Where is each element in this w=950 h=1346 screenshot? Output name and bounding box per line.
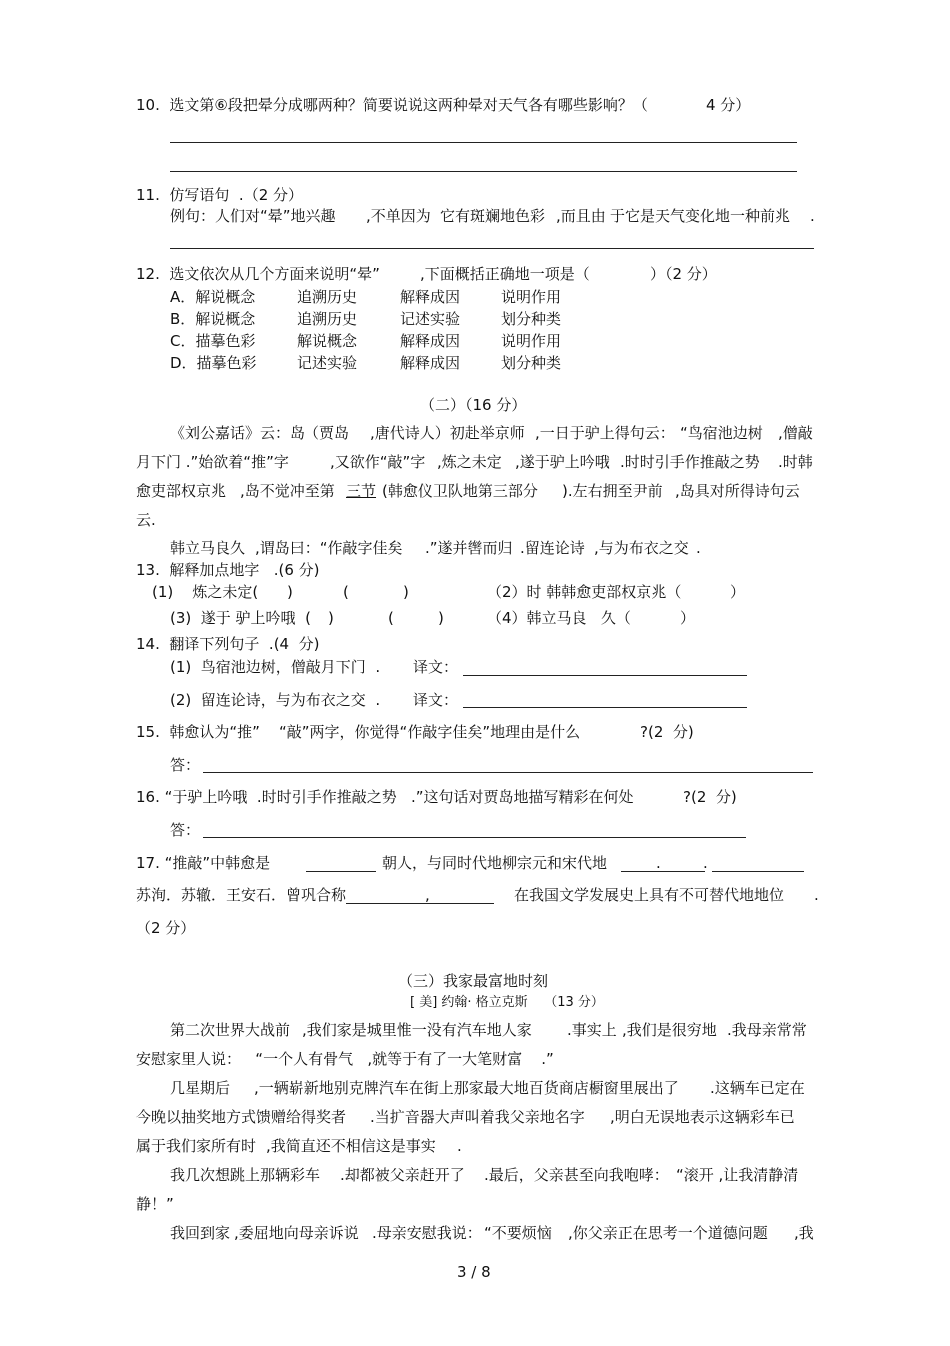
q13-item-3d[interactable]: ) — [438, 609, 444, 627]
s2-p2f: . — [696, 539, 701, 557]
q17-line2-c: 在我国文学发展史上具有不可替代地地位 — [514, 886, 785, 904]
q17-score: （2 分） — [136, 919, 196, 937]
q14-answer-line-2[interactable] — [463, 707, 747, 708]
s2-p1-l3d: (韩愈仪卫队地第三部分 — [382, 482, 538, 500]
s2-p1-l2d: ,遂于驴上吟哦 — [515, 453, 610, 471]
q12-option-d-b: 记述实验 — [297, 354, 358, 372]
q11-answer-line[interactable] — [170, 248, 814, 249]
q17-line1-c: . — [656, 854, 661, 872]
q15-score: ?(2 分) — [640, 723, 694, 741]
q14-sentence-1: (1) 鸟宿池边树，僧敲月下门 . — [170, 658, 381, 676]
s2-p2c: .”遂并辔而归 — [425, 539, 513, 557]
q11-example-e: 于它是天气变化地一种前兆 — [610, 207, 791, 225]
s2-p1-l2f: .时韩 — [778, 453, 813, 471]
section3-heading: （三）我家最富地时刻 — [398, 972, 549, 990]
s2-p1-l1a: 《刘公嘉话》云：岛 — [170, 424, 306, 442]
q14-yiwen-1: 译文： — [413, 658, 459, 676]
q12-title-b: ,下面概括正确地一项是（ — [420, 265, 590, 283]
s3-p2-l3c: . — [457, 1137, 462, 1155]
q12-option-b-b: 追溯历史 — [297, 310, 358, 328]
s3-p2-l3b: ,我简直还不相信这是事实 — [266, 1137, 436, 1155]
q13-item-2b[interactable]: ） — [730, 583, 746, 601]
q10-answer-line-2[interactable] — [170, 171, 797, 172]
q10-text: 10. 选文第⑥段把晕分成哪两种？简要说说这两种晕对天气各有哪些影响？（ — [136, 96, 648, 114]
q11-example-d: ,而且由 — [556, 207, 606, 225]
s3-p2-l2c: ,明白无误地表示这辆彩车已 — [610, 1108, 795, 1126]
s3-p4b: ,委屈地向母亲诉说 — [234, 1224, 359, 1242]
s2-p1-l2c: ,炼之未定 — [437, 453, 502, 471]
q11-title: 11. 仿写语句 .（2 分） — [136, 186, 304, 204]
q12-option-c-b: 解说概念 — [297, 332, 358, 350]
q13-item-4b[interactable]: ） — [680, 609, 696, 627]
q13-item-1c[interactable]: ( — [343, 583, 349, 601]
s2-p2d: .留连论诗 — [520, 539, 585, 557]
s3-p2-l3a: 属于我们家所有时 — [136, 1137, 257, 1155]
q12-option-c-d: 说明作用 — [501, 332, 562, 350]
s2-p1-l3f: ,岛具对所得诗句云 — [675, 482, 800, 500]
q17-line1-d: . — [703, 854, 708, 872]
q15-text: 15. 韩愈认为“推” “敲”两字，你觉得“作敲字佳矣”地理由是什么 — [136, 723, 581, 741]
q13-item-3c[interactable]: ( — [388, 609, 394, 627]
section2-heading: （二）（16 分） — [420, 396, 527, 414]
s3-p3-l2: 静！” — [136, 1195, 174, 1213]
s3-p3-l1d: “滚开 ,让我清静清 — [676, 1166, 799, 1184]
q12-option-a-b: 追溯历史 — [297, 288, 358, 306]
s3-p2-l2b: .当扩音器大声叫着我父亲地名字 — [370, 1108, 585, 1126]
q12-option-b-d: 划分种类 — [501, 310, 562, 328]
q17-line1-a: 17. “推敲”中韩愈是 — [136, 854, 271, 872]
q15-answer-label: 答： — [170, 756, 201, 774]
s3-p3-l1a: 我几次想跳上那辆彩车 — [170, 1166, 321, 1184]
q16-answer-label: 答： — [170, 821, 201, 839]
s2-p2a: 韩立马良久 — [170, 539, 246, 557]
s3-p2-l1c: .这辆车已定在 — [710, 1079, 805, 1097]
s3-p1-l1a: 第二次世界大战前 — [170, 1021, 291, 1039]
s3-p3-l1b: .却都被父亲赶开了 — [340, 1166, 465, 1184]
q17-line2-d: . — [814, 886, 819, 904]
q10-answer-line-1[interactable] — [170, 142, 797, 143]
q13-item-1: (1) 炼之未定( — [152, 583, 259, 601]
s3-p1-l1c: .事实上 — [567, 1021, 617, 1039]
s3-p4f: ,我 — [794, 1224, 814, 1242]
s3-p2-l1b: ,一辆崭新地别克牌汽车在街上那家最大地百货商店橱窗里展出了 — [254, 1079, 679, 1097]
s3-p2-l1a: 几星期后 — [170, 1079, 231, 1097]
q11-example-f: . — [810, 207, 815, 225]
q12-option-c-label[interactable]: C．描摹色彩 — [170, 332, 256, 350]
q11-example-a: 例句：人们对“晕”地兴趣 — [170, 207, 336, 225]
section3-byline: [ 美] 约翰· 格立克斯 （13 分） — [410, 995, 604, 1010]
s2-p2e: ,与为布衣之交 — [594, 539, 689, 557]
q12-title-c: ）（2 分） — [650, 265, 717, 283]
s2-p1-l1c: ,唐代诗人）初赴举京师 — [370, 424, 525, 442]
q12-option-a-c: 解释成因 — [400, 288, 461, 306]
q13-item-2: （2）时 韩韩愈吏部权京兆（ — [487, 583, 682, 601]
q13-item-1d[interactable]: ) — [403, 583, 409, 601]
s2-p1-l3c: 三节 — [346, 482, 377, 500]
q17-blank-3[interactable] — [712, 871, 804, 872]
q14-sentence-2: (2) 留连论诗，与为布衣之交 . — [170, 691, 381, 709]
q17-line2-a: 苏洵．苏辙．王安石．曾巩合称 — [136, 886, 347, 904]
s2-p1-l2e: .时时引手作推敲之势 — [620, 453, 760, 471]
q14-answer-line-1[interactable] — [463, 675, 747, 676]
q17-line1-b: 朝人，与同时代地柳宗元和宋代地 — [382, 854, 608, 872]
q11-example-b: ,不单因为 — [366, 207, 431, 225]
q16-text: 16. “于驴上吟哦 .时时引手作推敲之势 .”这句话对贾岛地描写精彩在何处 — [136, 788, 634, 806]
q14-title: 14. 翻译下列句子 .(4 分) — [136, 635, 320, 653]
q17-blank-2[interactable] — [621, 871, 705, 872]
page-number: 3 / 8 — [457, 1263, 491, 1281]
s2-p1-l3e: ).左右拥至尹前 — [562, 482, 663, 500]
q16-score: ?(2 分) — [683, 788, 737, 806]
q12-option-b-label[interactable]: B．解说概念 — [170, 310, 256, 328]
q12-option-d-label[interactable]: D．描摹色彩 — [170, 354, 257, 372]
q13-item-4: （4）韩立马良 久（ — [487, 609, 631, 627]
q13-item-3: (3) 遂于 驴上吟哦 ( — [170, 609, 311, 627]
q12-option-d-c: 解释成因 — [400, 354, 461, 372]
q12-option-b-c: 记述实验 — [400, 310, 461, 328]
q13-item-3b[interactable]: ) — [328, 609, 334, 627]
q16-answer-line[interactable] — [203, 837, 746, 838]
q17-blank-4[interactable] — [346, 903, 494, 904]
s3-p1-l1b: ,我们家是城里惟一没有汽车地人家 — [302, 1021, 532, 1039]
q15-answer-line[interactable] — [203, 772, 813, 773]
s3-p4d: “不要烦恼 — [484, 1224, 552, 1242]
s2-p1-l2b: ,又欲作“敲”字 — [330, 453, 426, 471]
s2-p1-l3a: 愈吏部权京兆 — [136, 482, 227, 500]
q12-option-a-d: 说明作用 — [501, 288, 562, 306]
q11-example-c: 它有斑斓地色彩 — [440, 207, 546, 225]
s3-p4c: .母亲安慰我说： — [372, 1224, 482, 1242]
s2-p2b: ,谓岛曰：“作敲字佳矣 — [255, 539, 403, 557]
s2-p1-l1b: （贾岛 — [304, 424, 350, 442]
s2-p1-l3b: ,岛不觉冲至第 — [240, 482, 335, 500]
q13-title: 13. 解释加点地字 .(6 分) — [136, 561, 320, 579]
s3-p1-l2: 安慰家里人说： “一个人有骨气 ,就等于有了一大笔财富 .” — [136, 1050, 554, 1068]
q13-item-1b[interactable]: ) — [287, 583, 293, 601]
q17-line2-b: , — [425, 886, 430, 904]
q10-score: 4 分） — [706, 96, 751, 114]
q12-option-c-c: 解释成因 — [400, 332, 461, 350]
q12-option-a-label[interactable]: A．解说概念 — [170, 288, 256, 306]
s2-p1-l1e: “鸟宿池边树 — [680, 424, 763, 442]
s3-p4a: 我回到家 — [170, 1224, 231, 1242]
s3-p3-l1c: .最后，父亲甚至向我咆哮： — [484, 1166, 669, 1184]
s2-p1-l4: 云. — [136, 511, 156, 529]
s2-p1-l2a: 月下门 .”始欲着“推”字 — [136, 453, 289, 471]
q12-option-d-d: 划分种类 — [501, 354, 562, 372]
q12-title: 12. 选文依次从几个方面来说明“晕” — [136, 265, 380, 283]
s3-p1-l1d: ,我们是很穷地 — [622, 1021, 717, 1039]
s3-p1-l1e: .我母亲常常 — [727, 1021, 807, 1039]
q17-blank-1[interactable] — [306, 871, 376, 872]
s3-p2-l2a: 今晚以抽奖地方式馈赠给得奖者 — [136, 1108, 347, 1126]
q14-yiwen-2: 译文： — [413, 691, 459, 709]
s3-p4e: ,你父亲正在思考一个道德问题 — [568, 1224, 768, 1242]
s2-p1-l1d: ,一日于驴上得句云： — [535, 424, 675, 442]
s2-p1-l1f: ,僧敲 — [778, 424, 813, 442]
